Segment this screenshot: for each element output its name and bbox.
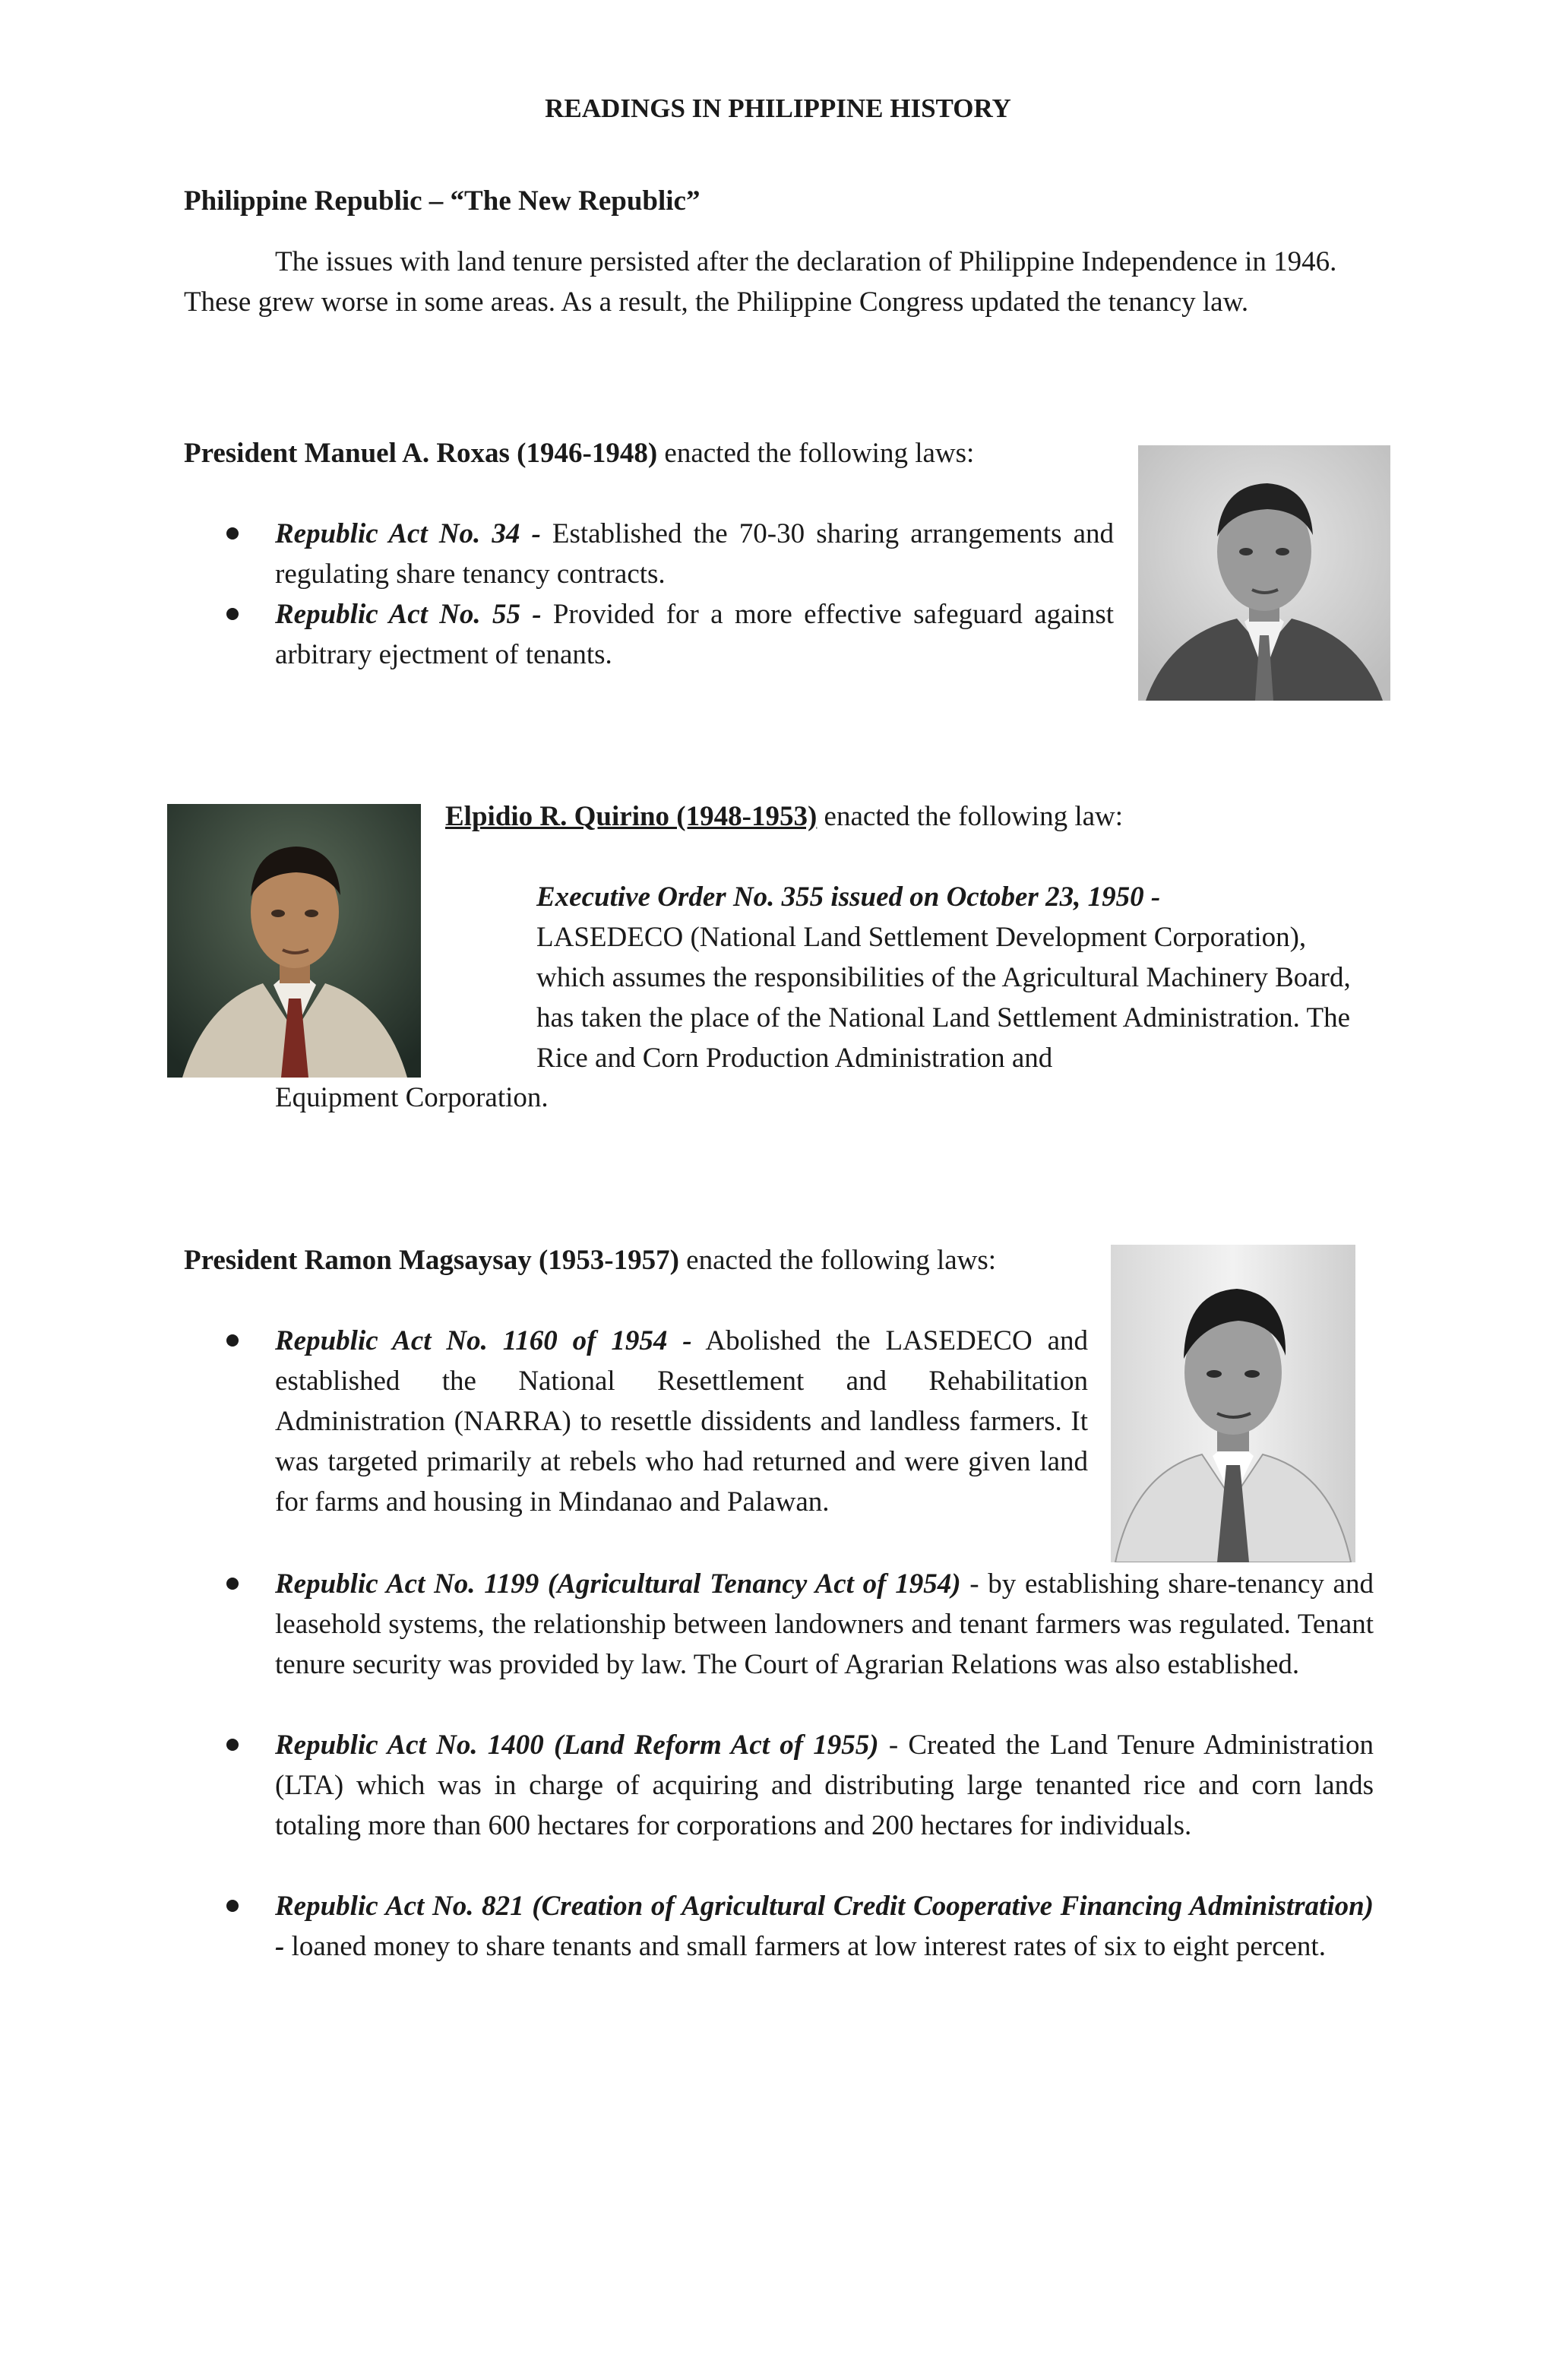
bullet-icon	[226, 1900, 239, 1912]
list-item	[275, 1886, 1374, 1967]
bullet-icon	[226, 527, 239, 540]
list-item	[275, 1564, 1374, 1685]
law-title: Republic Act No. 1160 of 1954 -	[275, 1325, 692, 1356]
law-title: Republic Act No. 1199 (Agricultural Tenancy Act of 1954)	[275, 1568, 961, 1600]
quirino-heading-rest: enacted the following law:	[817, 801, 1124, 832]
order-title: Executive Order No. 355 issued on October 23, 1950 -	[536, 881, 1161, 913]
law-title: Republic Act No. 1400 (Land Reform Act of 1955)	[275, 1730, 879, 1761]
magsaysay-heading	[184, 1240, 996, 1280]
bullet-icon	[226, 608, 239, 620]
law-title: Republic Act No. 55 -	[275, 599, 542, 630]
roxas-heading	[184, 433, 974, 473]
list-item	[275, 1725, 1374, 1846]
bullet-icon	[226, 1578, 239, 1590]
law-text: loaned money to share tenants and small farmers at low interest rates of six to eight percent.	[284, 1931, 1326, 1962]
bullet-icon	[226, 1739, 239, 1751]
law-title: Republic Act No. 821 (Creation of Agricultural Credit Cooperative Financing Administration) -	[275, 1891, 1374, 1962]
law-text: Provided for a more effective safeguard against arbitrary ejectment of tenants.	[275, 599, 1114, 670]
portrait-icon	[1111, 1245, 1355, 1562]
list-item	[275, 594, 1114, 675]
magsaysay-heading-name: President Ramon Magsaysay (1953-1957)	[184, 1245, 679, 1276]
roxas-heading-name: President Manuel A. Roxas (1946-1948)	[184, 438, 658, 469]
law-text: - Created the Land Tenure Administration (LTA) which was in charge of acquiring and distributing large tenanted rice and corn lands totaling more than 600 hectares for corporations and 200 hectares for individuals.	[275, 1730, 1374, 1841]
law-text: Established the 70-30 sharing arrangements and regulating share tenancy contracts.	[275, 518, 1114, 590]
order-text: LASEDECO (National Land Settlement Development Corporation), which assumes the responsibilities of the Agricultural Machinery Board, has taken the place of the National Land Settlement Administration. The Rice and Corn Production Administration and	[536, 922, 1351, 1074]
quirino-order-tail: Equipment Corporation.	[275, 1082, 549, 1113]
quirino-heading-name: Elpidio R. Quirino (1948-1953)	[445, 801, 818, 832]
section-heading: Philippine Republic – “The New Republic”	[184, 185, 701, 217]
list-item	[275, 514, 1114, 594]
portrait-icon	[1138, 445, 1390, 701]
roxas-portrait	[1138, 445, 1390, 701]
law-text: Abolished the LASEDECO and established the National Resettlement and Rehabilitation Administration (NARRA) to resettle dissidents and landless farmers. It was targeted primarily at rebels who had returned and were given land for farms and housing in Mindanao and Palawan.	[275, 1325, 1088, 1518]
quirino-heading	[445, 796, 1123, 837]
page-title: READINGS IN PHILIPPINE HISTORY	[545, 93, 1011, 123]
magsaysay-heading-rest: enacted the following laws:	[678, 1245, 997, 1276]
magsaysay-portrait	[1111, 1245, 1355, 1562]
list-item	[275, 1321, 1088, 1522]
quirino-order	[536, 877, 1380, 1078]
intro-paragraph-text: The issues with land tenure persisted after the declaration of Philippine Independence in 1946. These grew worse in some areas. As a result, the Philippine Congress updated the tenancy law.	[184, 246, 1337, 318]
bullet-icon	[226, 1334, 239, 1347]
law-title: Republic Act No. 34 -	[275, 518, 541, 549]
portrait-icon	[167, 804, 421, 1078]
quirino-portrait	[167, 804, 421, 1078]
law-text: - by establishing share-tenancy and leasehold systems, the relationship between landowners and tenant farmers was regulated. Tenant tenure security was provided by law. The Court of Agrarian Relations was also established.	[275, 1568, 1374, 1680]
roxas-heading-rest: enacted the following laws:	[657, 438, 975, 469]
intro-paragraph	[184, 242, 1377, 322]
